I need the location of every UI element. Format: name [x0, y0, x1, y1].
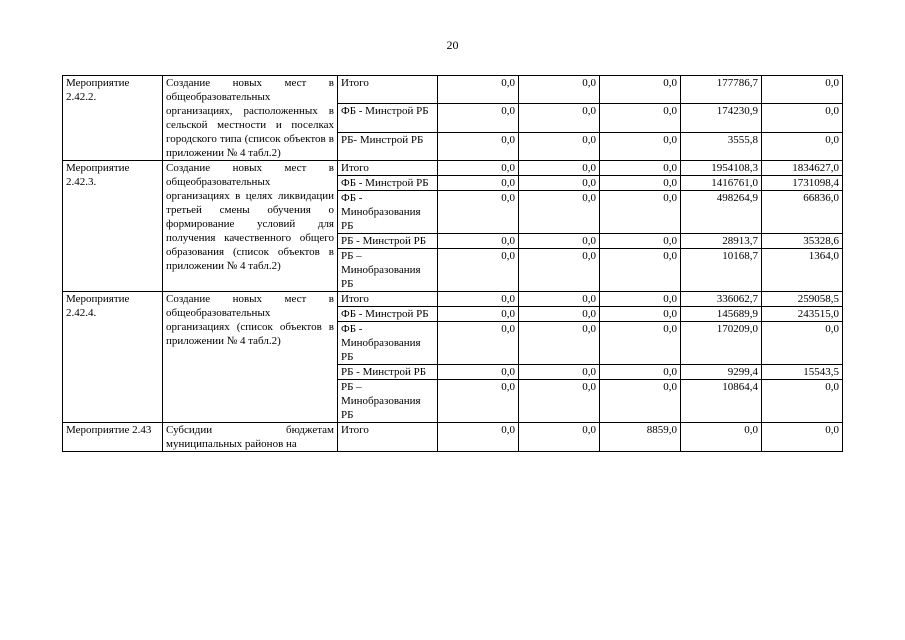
amount-cell: 0,0: [519, 76, 600, 104]
amount-cell: 3555,8: [681, 132, 762, 160]
amount-cell: 0,0: [438, 423, 519, 452]
amount-cell: 498264,9: [681, 191, 762, 234]
amount-cell: 0,0: [600, 365, 681, 380]
amount-cell: 0,0: [519, 191, 600, 234]
amount-cell: 0,0: [600, 380, 681, 423]
table-row: [63, 161, 843, 176]
amount-cell: 0,0: [438, 307, 519, 322]
amount-cell: 177786,7: [681, 76, 762, 104]
amount-cell: 35328,6: [762, 234, 843, 249]
amount-cell: 0,0: [600, 191, 681, 234]
amount-cell: 1834627,0: [762, 161, 843, 176]
amount-cell: 0,0: [681, 423, 762, 452]
amount-cell: 0,0: [762, 132, 843, 160]
amount-cell: 0,0: [600, 104, 681, 132]
amount-cell: 0,0: [519, 249, 600, 292]
table-row: [63, 423, 843, 452]
amount-cell: 0,0: [762, 380, 843, 423]
amount-cell: 0,0: [600, 132, 681, 160]
amount-cell: 0,0: [438, 161, 519, 176]
amount-cell: 0,0: [600, 249, 681, 292]
amount-cell: 0,0: [762, 76, 843, 104]
amount-cell: 1416761,0: [681, 176, 762, 191]
funding-source-cell: РБ – Минобразования РБ: [338, 249, 438, 292]
amount-cell: 9299,4: [681, 365, 762, 380]
page-number: 20: [446, 38, 459, 52]
amount-cell: 0,0: [519, 365, 600, 380]
amount-cell: 0,0: [519, 307, 600, 322]
amount-cell: 0,0: [600, 292, 681, 307]
funding-source-cell: РБ - Минстрой РБ: [338, 234, 438, 249]
event-name-cell: Мероприятие 2.43: [63, 423, 163, 452]
amount-cell: 10168,7: [681, 249, 762, 292]
amount-cell: 0,0: [438, 176, 519, 191]
event-name-cell: Мероприятие 2.42.3.: [63, 161, 163, 292]
amount-cell: 0,0: [600, 161, 681, 176]
amount-cell: 0,0: [600, 76, 681, 104]
funding-source-cell: Итого: [338, 423, 438, 452]
amount-cell: 0,0: [600, 307, 681, 322]
table-row: [63, 76, 843, 104]
budget-table: [62, 75, 843, 452]
event-description-cell: Создание новых мест в общеобразовательных организациях (список объектов в приложении № 4 табл.2): [163, 292, 338, 423]
amount-cell: 1731098,4: [762, 176, 843, 191]
funding-source-cell: ФБ - Минстрой РБ: [338, 176, 438, 191]
amount-cell: 66836,0: [762, 191, 843, 234]
amount-cell: 0,0: [438, 76, 519, 104]
amount-cell: 0,0: [519, 292, 600, 307]
amount-cell: 0,0: [519, 322, 600, 365]
funding-source-cell: Итого: [338, 76, 438, 104]
table-row: [63, 292, 843, 307]
funding-source-cell: Итого: [338, 292, 438, 307]
amount-cell: 0,0: [519, 176, 600, 191]
amount-cell: 15543,5: [762, 365, 843, 380]
funding-source-cell: РБ- Минстрой РБ: [338, 132, 438, 160]
amount-cell: 0,0: [600, 234, 681, 249]
amount-cell: 28913,7: [681, 234, 762, 249]
amount-cell: 0,0: [519, 104, 600, 132]
amount-cell: 0,0: [438, 234, 519, 249]
funding-source-cell: ФБ - Минстрой РБ: [338, 307, 438, 322]
event-description-cell: Создание новых мест в общеобразовательных организациях, расположенных в сельской местности и поселках городского типа (список объектов в приложении № 4 табл.2): [163, 76, 338, 161]
amount-cell: 336062,7: [681, 292, 762, 307]
amount-cell: 145689,9: [681, 307, 762, 322]
event-name-cell: Мероприятие 2.42.4.: [63, 292, 163, 423]
amount-cell: 0,0: [600, 322, 681, 365]
amount-cell: 0,0: [519, 132, 600, 160]
amount-cell: 1954108,3: [681, 161, 762, 176]
event-name-cell: Мероприятие 2.42.2.: [63, 76, 163, 161]
amount-cell: 0,0: [438, 249, 519, 292]
amount-cell: 0,0: [438, 191, 519, 234]
amount-cell: 243515,0: [762, 307, 843, 322]
funding-source-cell: ФБ - Минобразования РБ: [338, 191, 438, 234]
funding-source-cell: РБ - Минстрой РБ: [338, 365, 438, 380]
amount-cell: 1364,0: [762, 249, 843, 292]
funding-source-cell: ФБ - Минобразования РБ: [338, 322, 438, 365]
amount-cell: 8859,0: [600, 423, 681, 452]
funding-source-cell: Итого: [338, 161, 438, 176]
funding-source-cell: ФБ - Минстрой РБ: [338, 104, 438, 132]
amount-cell: 0,0: [438, 292, 519, 307]
amount-cell: 0,0: [600, 176, 681, 191]
amount-cell: 259058,5: [762, 292, 843, 307]
event-description-cell: Создание новых мест в общеобразовательных организациях в целях ликвидации третьей смены обучения о формирование условий для получения качественного общего образования (список объектов в приложении № 4 табл.2): [163, 161, 338, 292]
amount-cell: 0,0: [519, 380, 600, 423]
amount-cell: 10864,4: [681, 380, 762, 423]
funding-source-cell: РБ – Минобразования РБ: [338, 380, 438, 423]
amount-cell: 0,0: [762, 322, 843, 365]
amount-cell: 0,0: [519, 423, 600, 452]
amount-cell: 174230,9: [681, 104, 762, 132]
event-description-cell: Субсидии бюджетам муниципальных районов на: [163, 423, 338, 452]
amount-cell: 0,0: [519, 161, 600, 176]
amount-cell: 0,0: [438, 322, 519, 365]
amount-cell: 0,0: [438, 380, 519, 423]
amount-cell: 0,0: [438, 104, 519, 132]
amount-cell: 0,0: [519, 234, 600, 249]
amount-cell: 0,0: [762, 104, 843, 132]
amount-cell: 0,0: [438, 365, 519, 380]
amount-cell: 0,0: [438, 132, 519, 160]
amount-cell: 170209,0: [681, 322, 762, 365]
amount-cell: 0,0: [762, 423, 843, 452]
